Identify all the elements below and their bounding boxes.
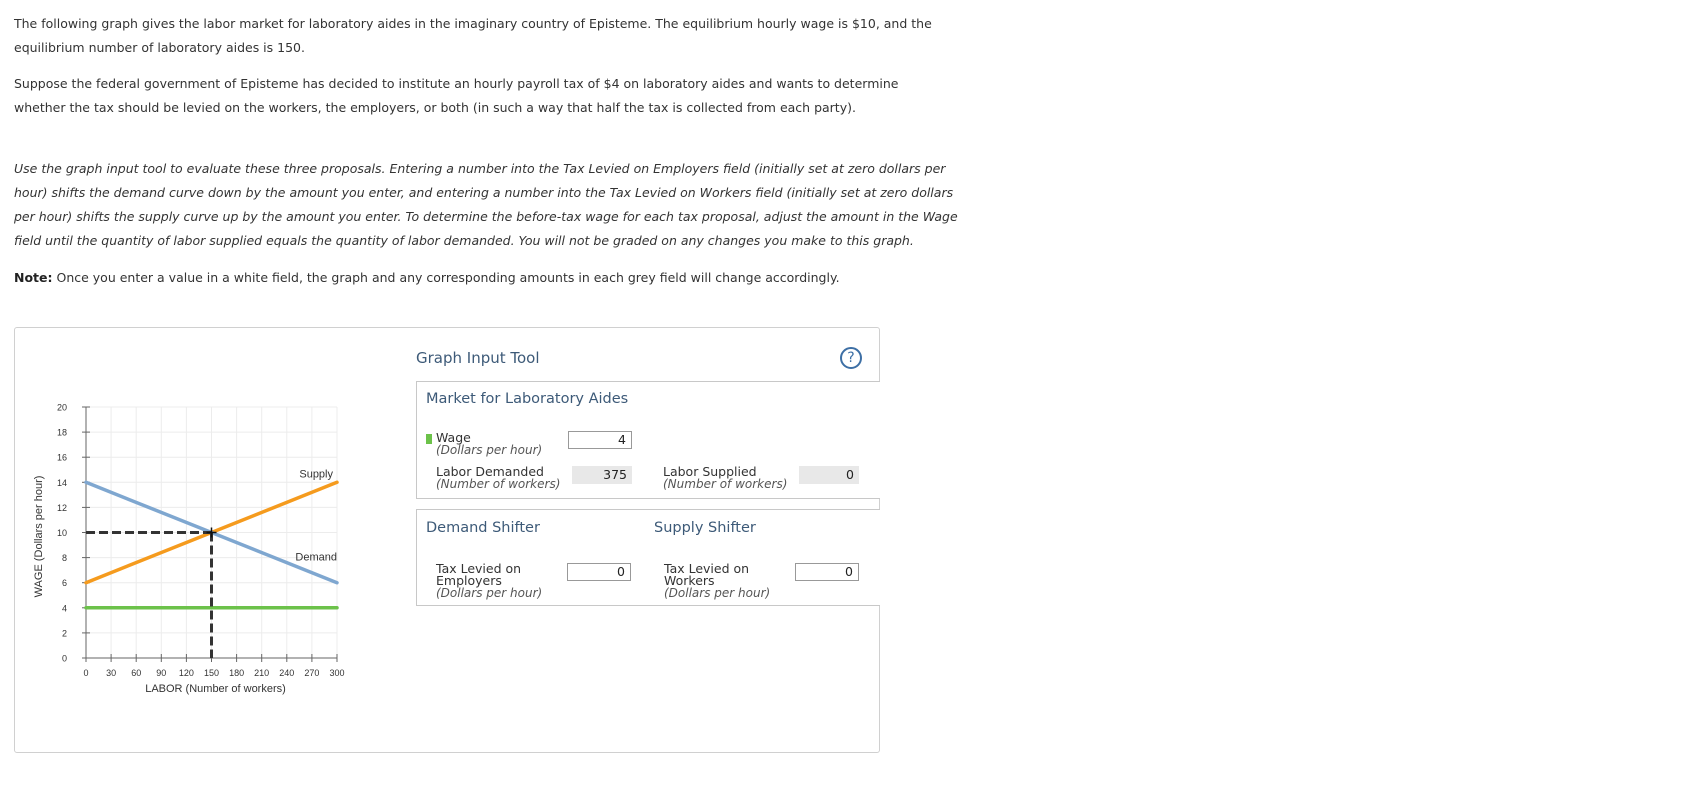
labor-supplied-value: 0: [799, 466, 859, 484]
y-tick-label: 6: [61, 578, 67, 589]
labor-supplied-label: [663, 466, 787, 490]
intro-paragraph-1: The following graph gives the labor market for laboratory aides in the imaginary country of Episteme. The equilibrium hourly wage is $10, and the equilibrium number of laboratory aides is 150.: [14, 16, 932, 55]
x-tick-label: 60: [131, 668, 142, 678]
y-tick-label: 4: [61, 603, 67, 614]
labor-market-chart[interactable]: [0, 0, 400, 789]
labor-demanded-value: 375: [572, 466, 632, 484]
instructions-paragraph: Use the graph input tool to evaluate these three proposals. Entering a number into the Tax Levied on Employers field (initially set at zero dollars per hour) shifts the demand curve down by the amount you enter, and entering a number into the Tax Levied on Workers field (initially set at zero dollars per hour) shifts the supply curve up by the amount you enter. To determine the before-tax wage for each tax proposal, adjust the amount in the Wage field until the quantity of labor supplied equals the quantity of labor demanded. You will not be graded on any changes you make to this graph.: [14, 161, 958, 248]
x-tick-label: 180: [229, 668, 245, 678]
tax-workers-label-line2: Workers: [664, 573, 715, 588]
x-tick-label: 240: [279, 668, 295, 678]
tax-workers-label-line1: Tax Levied on: [664, 561, 750, 576]
y-tick-label: 8: [61, 553, 67, 564]
help-icon[interactable]: ?: [840, 347, 862, 369]
labor-supplied-unit: (Number of workers): [663, 477, 788, 491]
market-panel: [416, 381, 880, 499]
note-label: Note:: [14, 270, 53, 285]
note-text: Once you enter a value in a white field, the graph and any corresponding amounts in each grey field will change accordingly.: [52, 270, 840, 285]
labor-demanded-label-text: Labor Demanded: [436, 464, 544, 479]
x-tick-label: 90: [156, 668, 167, 678]
tax-employers-input[interactable]: 0: [567, 563, 631, 581]
x-tick-label: 300: [329, 668, 345, 678]
y-tick-label: 16: [56, 452, 67, 463]
y-tick-label: 14: [56, 477, 67, 488]
demand-curve-label: Demand: [295, 551, 337, 564]
labor-supplied-label-text: Labor Supplied: [663, 464, 757, 479]
shifter-panel: [416, 509, 880, 606]
labor-demanded-label: [436, 466, 560, 490]
x-tick-label: 210: [254, 668, 270, 678]
supply-curve-label: Supply: [299, 468, 333, 481]
market-panel-title: Market for Laboratory Aides: [426, 391, 629, 407]
tax-employers-label: [436, 563, 542, 599]
y-axis-label: WAGE (Dollars per hour): [33, 475, 45, 598]
tax-workers-label: [664, 563, 770, 599]
tax-workers-unit: (Dollars per hour): [664, 586, 771, 600]
tax-workers-input[interactable]: 0: [795, 563, 859, 581]
tax-employers-unit: (Dollars per hour): [436, 586, 543, 600]
graph-input-tool-title: Graph Input Tool: [416, 349, 540, 367]
tax-employers-label-line2: Employers: [436, 573, 502, 588]
intro-paragraph-2: Suppose the federal government of Episteme has decided to institute an hourly payroll tax of $4 on laboratory aides and wants to determine whether the tax should be levied on the workers, the employers, or both (in such a way that half the tax is collected from each party).: [14, 76, 899, 115]
y-tick-label: 0: [61, 653, 67, 664]
x-tick-label: 150: [203, 668, 220, 678]
x-tick-label: 270: [304, 668, 320, 678]
wage-input[interactable]: 4: [568, 431, 632, 449]
x-axis-label: LABOR (Number of workers): [145, 683, 286, 695]
y-tick-label: 10: [56, 528, 67, 538]
y-tick-label: 12: [56, 502, 67, 513]
wage-label: [436, 432, 542, 456]
labor-demanded-unit: (Number of workers): [436, 477, 561, 491]
y-tick-label: 2: [61, 628, 67, 639]
wage-label-text: Wage: [436, 430, 471, 445]
x-tick-label: 0: [83, 668, 89, 678]
wage-unit: (Dollars per hour): [436, 443, 543, 457]
tax-employers-label-line1: Tax Levied on: [436, 561, 522, 576]
x-tick-label: 120: [178, 668, 194, 678]
y-tick-label: 20: [56, 402, 67, 413]
wage-legend-swatch: [426, 434, 432, 444]
x-tick-label: 30: [106, 668, 117, 678]
supply-shifter-title: Supply Shifter: [654, 520, 756, 536]
y-tick-label: 18: [56, 427, 67, 438]
demand-shifter-title: Demand Shifter: [426, 520, 540, 536]
